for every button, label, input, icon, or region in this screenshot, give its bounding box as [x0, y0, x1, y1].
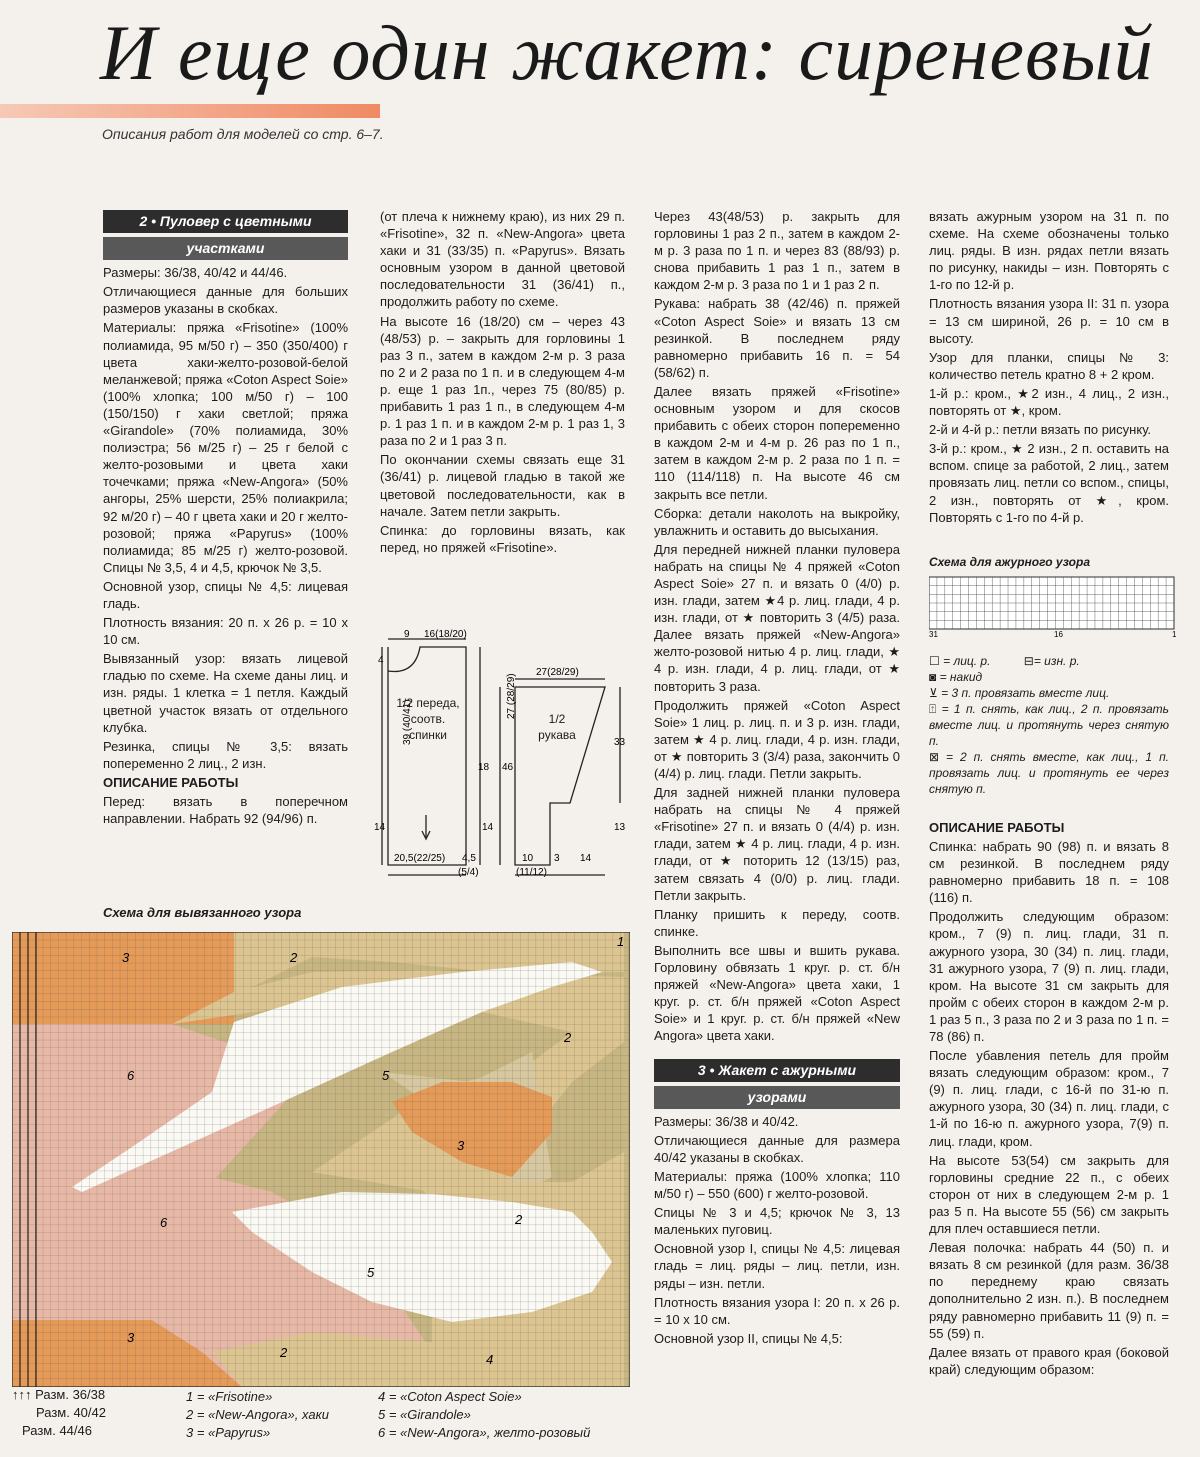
subtitle: Описания работ для моделей со стр. 6–7. [102, 126, 384, 142]
yarn-4: 4 = «Coton Aspect Soie» [378, 1389, 522, 1404]
page-title: И еще один жакет: сиреневый [100, 9, 1154, 96]
lace-symbols [929, 653, 1169, 797]
sym-yarnover: = накид [939, 669, 983, 684]
dim-27: 27 (28/29) [506, 673, 517, 719]
col4-row-3: 3-й р.: кром., ★ 2 изн., 2 п. оставить на вспом. спице за работой, 2 лиц., затем провязать лиц. петли со вспом., спицы, 2 изн., повторять от ★, кром. Повторять с 1-го по 4-й р. [929, 441, 1169, 525]
sizes-note: Отличающиеся данные для больших размеров указаны в скобках. [103, 284, 348, 317]
sym-sk2p: = 1 п. снять, как лиц., 2 п. провязать вместе лиц. и протянуть через снятую п. [929, 701, 1169, 748]
rib-text: Резинка, спицы № 3,5: вязать попеременно 2 лиц., 2 изн. [103, 738, 348, 771]
size-legend [12, 1386, 106, 1440]
dim-4-5: 4,5 [462, 853, 476, 864]
dim-13: 13 [614, 822, 626, 833]
jacket-gauge-1: Плотность вязания узора I: 20 п. x 26 р. = 10 x 10 см. [654, 1294, 900, 1327]
sk2p-symbol-icon: ⍐ [929, 701, 937, 716]
gauge-text: Плотность вязания: 20 п. x 26 р. = 10 x 10 см. [103, 615, 348, 648]
main-pattern-text: Основной узор, спицы № 4,5: лицевая гладь. [103, 578, 348, 611]
col4-para-10: На высоте 53(54) см закрыть для горловины средние 22 п., с обеих сторон от них в следующем 2-м р. 1 раз 5 п. На высоте 55 (56) см закрыть для плеч оставшиеся петли. [929, 1152, 1169, 1237]
yarn-2: 2 = «New-Angora», хаки [186, 1407, 329, 1422]
dim-20-5: 20,5(22/25) [394, 853, 446, 864]
jacket-needles: Спицы № 3 и 4,5; крючок № 3, 13 маленьких пуговиц. [654, 1205, 900, 1238]
zone-label-5a: 5 [382, 1068, 390, 1083]
zone-label-1: 1 [617, 934, 625, 949]
col3-para-6: Продолжить пряжей «Coton Aspect Soie» 1 лиц. р. лиц. п. и 3 р. изн. глади, затем ★ 4 р. лиц. глади, 4 р. изн. глади, от ★ повторить 3 (3/4) раза, закончить 0 (4/4) р. лиц. глади. Петли закрыть. [654, 697, 900, 781]
zone-label-2c: 2 [515, 1212, 523, 1227]
zone-label-6b: 6 [160, 1215, 168, 1230]
lace-chart-caption: Схема для ажурного узора [929, 554, 1091, 569]
col4-para-2: Плотность вязания узора II: 31 п. узора = 13 см шириной, 26 р. = 10 см в высоту. [929, 296, 1169, 346]
sleeves-text: Рукава: набрать 38 (42/46) п. пряжей «Coton Aspect Soie» и вязать 13 см резинкой. В последнем ряду равномерно прибавить 16 п. = 54 (58/62) п. [654, 296, 900, 380]
yarn-legend-2 [378, 1388, 590, 1442]
col2-para-3: По окончании схемы связать еще 31 (36/41) р. лицевой гладью в такой же цветовой последовательности, как в начале. Затем петли закрыть. [380, 452, 625, 519]
front-label: 1/2 переда, соотв. спинки [396, 696, 460, 742]
yarn-1: 1 = «Frisotine» [186, 1389, 273, 1404]
dim-14-mid: 14 [482, 822, 494, 833]
work-description-heading: ОПИСАНИЕ РАБОТЫ [103, 774, 239, 790]
size-36-38: Разм. 36/38 [35, 1387, 106, 1402]
col4-para-8: Продолжить следующим образом: кром., 7 (9) п. лиц. глади, 31 п. ажурного узора, 30 (34) п. лиц. глади, 31 ажурного узора, 7 (9) п. лиц. глади, кром. На высоте 31 см закрыть для пройм с обеих сторон в каждом 2-м р. 1 раз 5 п., 3 раза по 2 и 3 раза по 1 п. = 78 (86) п. [929, 909, 1169, 1044]
col4-para-12: Далее вязать от правого края (боковой край) следующим образом: [929, 1344, 1169, 1377]
section-heading-2: 2 • Пуловер с цветными [103, 210, 348, 233]
col4-para-1: вязать ажурным узором на 31 п. по схеме. На схеме обозначены только лиц. ряды. В изн. рядах петли вязать по рисунку, накиды – изн. Повторять с 1-го по 12-й р. [929, 209, 1169, 293]
jacket-sizes-note: Отличающиеся данные для размера 40/42 указаны в скобках. [654, 1132, 900, 1165]
dim-10: 10 [522, 853, 534, 864]
sleeve-label: 1/2 рукава [538, 712, 576, 742]
jacket-sizes: Размеры: 36/38 и 40/42. [654, 1113, 799, 1129]
size-44-46: Разм. 44/46 [22, 1423, 92, 1438]
dim-9: 9 [404, 629, 410, 640]
sym-knit: = лиц. р. [943, 653, 991, 668]
yarn-5: 5 = «Girandole» [378, 1407, 471, 1422]
column-4 [929, 208, 1177, 1380]
knit-symbol-icon: ☐ [929, 653, 940, 668]
zone-label-2d: 2 [280, 1345, 288, 1360]
k3tog-symbol-icon: ⊻ [929, 685, 938, 700]
dim-4: 4 [378, 655, 384, 666]
column-3 [654, 208, 900, 1349]
jacket-materials: Материалы: пряжа (100% хлопка; 110 м/50 г) – 550 (600) г желто-розовой. [654, 1168, 900, 1202]
pattern-chart-caption: Схема для вывязанного узора [103, 905, 302, 920]
yarn-3: 3 = «Papyrus» [186, 1425, 271, 1440]
col2-para-2: На высоте 16 (18/20) см – через 43 (48/53) р. – закрыть для горловины 1 раз 3 п., затем в каждом 2-м р. 3 раза по 2 и 2 раза по 1 п. и в следующем 4-м р. еще 1 раз 1п., через 75 (80/85) р. прибавить 1 раз 1 п., в следующем 4-м р. 1 раз 1 п. и в каждом 2-м р. 1 раз 1, 3 раза по 2 и 1 раз 3 п. [380, 313, 625, 449]
section-heading-3: 3 • Жакет с ажурными [654, 1059, 900, 1082]
section-heading-2-sub: участками [103, 237, 348, 260]
size-40-42: Разм. 40/42 [36, 1405, 106, 1420]
yarnover-symbol-icon: ◙ [929, 669, 937, 684]
svg-text:16: 16 [1054, 629, 1063, 637]
col2-para-1: (от плеча к нижнему краю), из них 29 п. «Frisotine», 32 п. «New-Angora» цвета хаки и 31 (33/35) п. «Papyrus». Вязать основным узором в данной цветовой последовательности 31 (36/41) п., продолжить работу по схеме. [380, 209, 625, 310]
arrow-up-icon: ↑↑↑ [12, 1387, 32, 1402]
svg-text:1: 1 [1172, 629, 1177, 637]
col3-para-5: Для передней нижней планки пуловера набрать на спицы № 4 пряжей «Coton Aspect Soie» 27 п. и вязать 0 (4/0) р. изн. глади, затем ★4 р. лиц. глади, 4 р. изн. глади, от ★ повторить 3 (4/5) раза. Далее вязать пряжей «New-Angora» желто-розовой нитью 4 р. лиц. глади, ★ 4 р. изн. глади, 4 р. лиц. глади, от ★ повторить 3 раза. [654, 541, 900, 694]
jacket-pattern-2: Основной узор II, спицы № 4,5: [654, 1330, 843, 1346]
dim-16: 16(18/20) [424, 629, 467, 640]
dim-46: 46 [502, 762, 514, 773]
back-text: Спинка: до горловины вязать, как перед, но пряжей «Frisotine». [380, 522, 625, 555]
materials-text: Материалы: пряжа «Frisotine» (100% полиамида, 95 м/50 г) – 350 (350/400) г цвета хаки-желто-розовой-белой меланжевой; пряжа «Coton Aspect Soie» (100% хлопка; 100 м/50 г) – 100 (150/150) г хаки светлой; пряжа «Girandole» (70% полиамида, 30% полиэстра; 56 м/25 г) – 25 г белой с желто-розовыми и цвета хаки точечками; пряжа «New-Angora» (50% ангоры, 25% шерсти, 25% полиакрила; 92 м/20 г) – 40 г цвета хаки и 20 г желто-розовой; пряжа «Papyrus» (100% полиамида; 85 м/25 г) желто-розовой. Спицы № 3,5, 4 и 4,5, крючок № 3,5. [103, 320, 348, 575]
svg-text:31: 31 [929, 629, 938, 637]
yarn-6: 6 = «New-Angora», желто-розовый [378, 1425, 591, 1440]
col3-para-8: Планку пришить к переду, соотв. спинке. [654, 906, 900, 939]
zone-label-3a: 3 [122, 950, 130, 965]
left-front-text: Левая полочка: набрать 44 (50) п. и вязать 8 см резинкой (для разм. 36/38 по переднему краю связать дополнительно 2 изн. п.). В последнем ряду равномерно прибавить 11 (9) п. = 55 (59) п. [929, 1240, 1169, 1341]
jacket-back: Спинка: набрать 90 (98) п. и вязать 8 см резинкой. В последнем ряду равномерно прибавить 18 п. = 108 (116) п. [929, 838, 1169, 906]
col3-para-1: Через 43(48/53) р. закрыть для горловины 1 раз 2 п., затем в каждом 2-м р. 3 раза по 1 п. и через 83 (88/93) р. снова прибавить 1 раз 1 п., затем в каждом 2-м р. 3 раза по 1 и 1 раз 2 п. [654, 209, 900, 293]
zone-label-2a: 2 [290, 950, 298, 965]
zone-label-5b: 5 [367, 1265, 375, 1280]
jacket-pattern-1: Основной узор I, спицы № 4,5: лицевая гладь = лиц. ряды – лиц. петли, изн. ряды – изн. петли. [654, 1241, 900, 1291]
section-heading-3-sub: узорами [654, 1086, 900, 1109]
knit-pattern-text: Вывязанный узор: вязать лицевой гладью по схеме. На схеме даны лиц. и изн. ряды. 1 клетка = 1 петля. Каждый цветной участок вязать от отдельного клубка. [103, 651, 348, 735]
col4-row-1: 1-й р.: кром., ★2 изн., 4 лиц., 2 изн., повторять от ★, кром. [929, 385, 1169, 419]
dim-5-4: (5/4) [458, 867, 479, 878]
dim-11-12: (11/12) [516, 867, 547, 878]
title-underline-bar [0, 104, 380, 118]
jacket-work-heading: ОПИСАНИЕ РАБОТЫ [929, 819, 1065, 835]
col4-row-2-4: 2-й и 4-й р.: петли вязать по рисунку. [929, 422, 1152, 438]
dim-3: 3 [554, 853, 560, 864]
dim-39: 39 (40/41) [402, 699, 413, 745]
dim-18: 18 [478, 762, 490, 773]
col3-para-3: Далее вязать пряжей «Frisotine» основным узором и для скосов прибавить с обеих сторон попеременно в каждом 2-м и 4-м р. 26 раз по 1 п., затем в каждом 2-м р. 2 раза по 1 п. = 110 (114/118) п. На высоте 46 см закрыть все петли. [654, 383, 900, 502]
dim-14-left: 14 [374, 822, 386, 833]
sym-s2kp: = 2 п. снять вместе, как лиц., 1 п. провязать лиц. и протянуть ее через снятую п. [929, 749, 1169, 796]
s2kp-symbol-icon: ⊠ [929, 749, 940, 764]
color-pattern-chart [12, 932, 630, 1387]
sizes-text: Размеры: 36/38, 40/42 и 44/46. [103, 265, 288, 281]
column-2 [380, 208, 625, 558]
col4-para-9: После убавления петель для пройм вязать следующим образом: кром., 7 (9) п. лиц. глади, с 16-й по 31-ю п. ажурного узора, 30 (34) п. лиц. глади, с 1-й по 16-ю п. ажурного узора, 7(9) п. лиц. глади, кром. [929, 1048, 1169, 1149]
col4-para-3: Узор для планки, спицы № 3: количество петель кратно 8 + 2 кром. [929, 349, 1169, 382]
front-text: Перед: вязать в поперечном направлении. Набрать 92 (94/96) п. [103, 794, 348, 827]
purl-symbol-icon: ⊟ [1023, 653, 1034, 668]
sym-k3tog: = 3 п. провязать вместе лиц. [941, 685, 1110, 700]
dim-27-29: 27(28/29) [536, 667, 579, 678]
col3-para-9: Выполнить все швы и вшить рукава. Горловину обвязать 1 круг. р. ст. б/н пряжей «New-Angora» цвета хаки, 1 круг. р. ст. б/н пряжей «Coton Aspect Soie» и 1 круг. р. ст. б/н пряжей «New Angora» цвета хаки. [654, 942, 900, 1044]
column-1 [103, 210, 348, 829]
zone-label-4: 4 [486, 1352, 494, 1367]
dim-14-right: 14 [580, 853, 592, 864]
zone-label-2b: 2 [564, 1030, 572, 1045]
dim-33: 33 [614, 737, 626, 748]
garment-schematic [370, 625, 640, 880]
col3-para-7: Для задней нижней планки пуловера набрать на спицы № 4 пряжей «Frisotine» 27 п. и вязать 0 (4/4) р. изн. глади, затем ★ 4 р. лиц. глади, 4 р. изн. глади, от ★ поторить 12 (13/15) раз, затем связать 4 (0/0) р. лиц. глади. Петли закрыть. [654, 785, 900, 903]
zone-label-3b: 3 [457, 1138, 465, 1153]
zone-label-3c: 3 [127, 1330, 135, 1345]
lace-chart [929, 575, 1189, 637]
sym-purl: = изн. р. [1033, 653, 1080, 668]
yarn-legend-1 [186, 1388, 329, 1442]
zone-label-6a: 6 [127, 1068, 135, 1083]
assembly-text: Сборка: детали наколоть на выкройку, увлажнить и оставить до высыхания. [654, 505, 900, 538]
